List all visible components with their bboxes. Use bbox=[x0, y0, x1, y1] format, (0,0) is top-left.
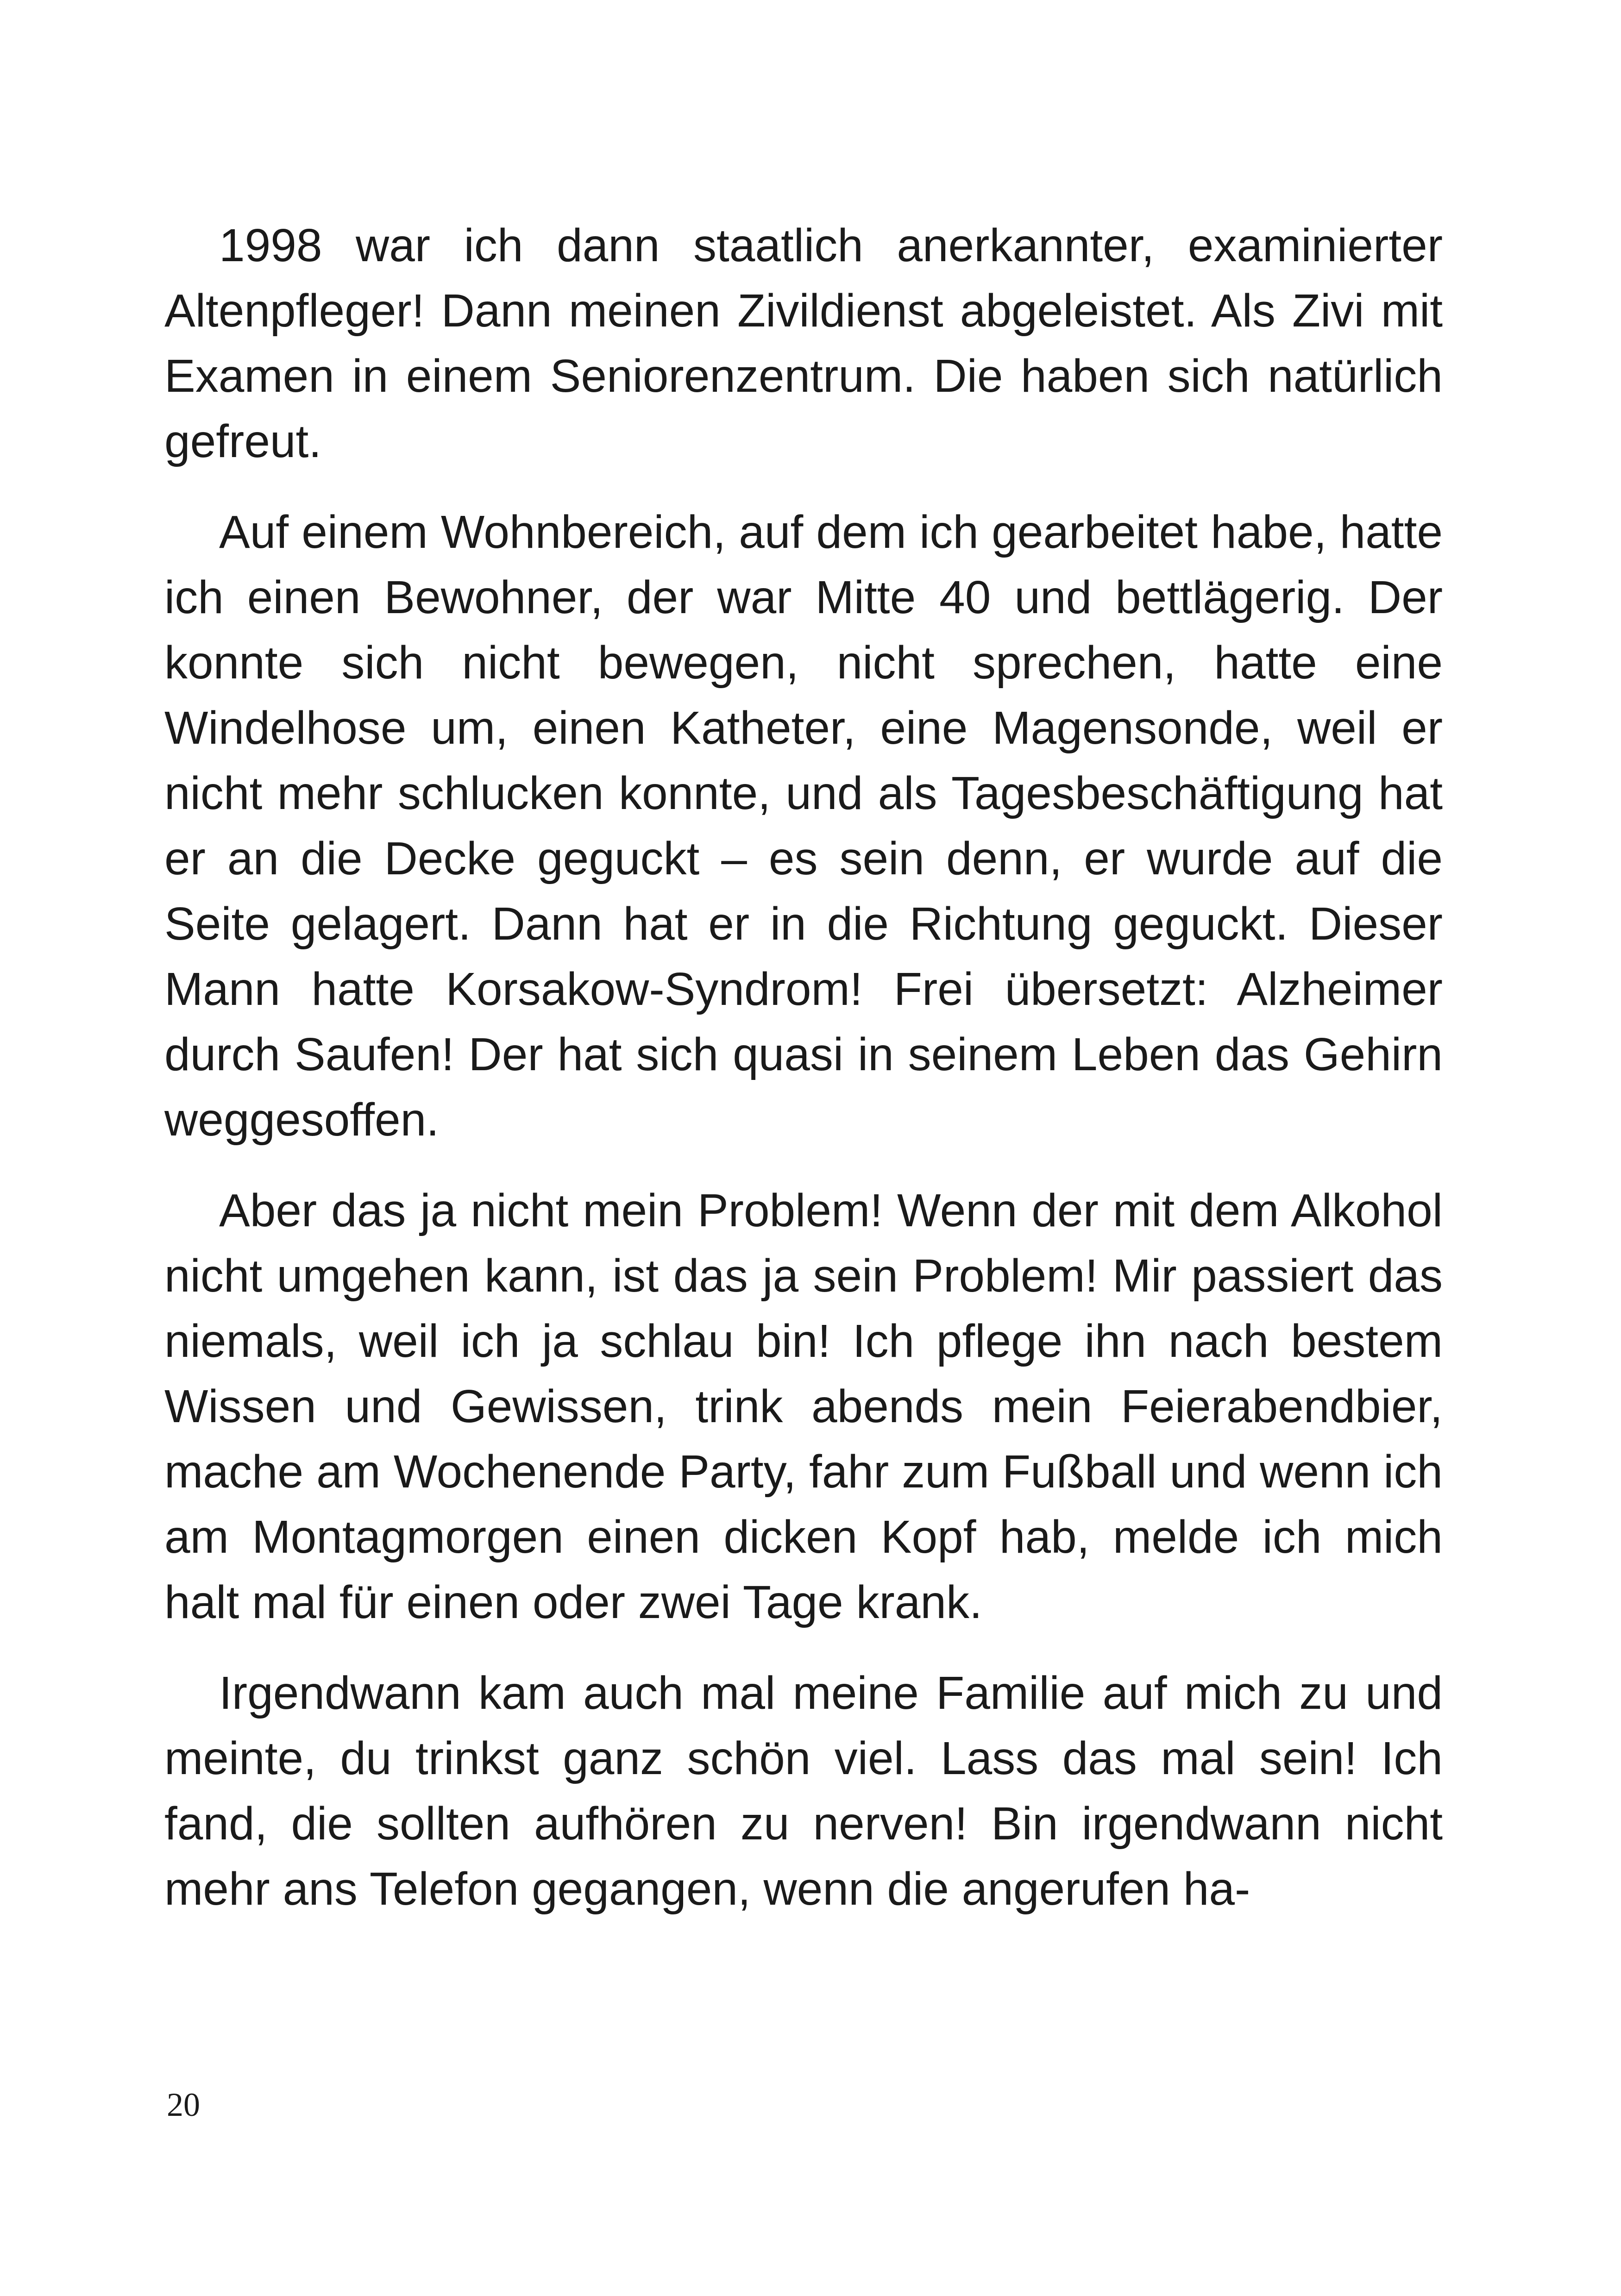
paragraph-1: 1998 war ich dann staatlich anerkannter, examinierter Altenpfleger! Dann meinen Zivildienst abgeleistet. Als Zivi mit Examen in einem Seniorenzentrum. Die haben sich natürlich gefreut. bbox=[164, 220, 1443, 467]
paragraph-4: Irgendwann kam auch mal meine Familie auf mich zu und meinte, du trinkst ganz schön viel. Lass das mal sein! Ich fand, die sollten aufhören zu nerven! Bin irgendwann nicht mehr ans Telefon gegangen, wenn die angerufen ha- bbox=[164, 1667, 1443, 1915]
body-text bbox=[164, 213, 1443, 1922]
paragraph-2: Auf einem Wohnbereich, auf dem ich gearbeitet habe, hatte ich einen Bewohner, der war Mitte 40 und bettlägerig. Der konnte sich nicht bewegen, nicht sprechen, hatte eine Windelhose um, einen Katheter, eine Magensonde, weil er nicht mehr schlucken konnte, und als Tagesbeschäftigung hat er an die Decke geguckt – es sein denn, er wurde auf die Seite gelagert. Dann hat er in die Richtung geguckt. Dieser Mann hatte Korsakow-Syndrom! Frei übersetzt: Alzheimer durch Saufen! Der hat sich quasi in seinem Leben das Gehirn weggesoffen. bbox=[164, 506, 1443, 1146]
paragraph-3: Aber das ja nicht mein Problem! Wenn der mit dem Alkohol nicht umgehen kann, ist das ja sein Problem! Mir passiert das niemals, weil ich ja schlau bin! Ich pflege ihn nach bestem Wissen und Gewissen, trink abends mein Feierabendbier, mache am Wochenende Party, fahr zum Fußball und wenn ich am Montagmorgen einen dicken Kopf hab, melde ich mich halt mal für einen oder zwei Tage krank. bbox=[164, 1185, 1443, 1628]
page-number: 20 bbox=[167, 2086, 200, 2123]
